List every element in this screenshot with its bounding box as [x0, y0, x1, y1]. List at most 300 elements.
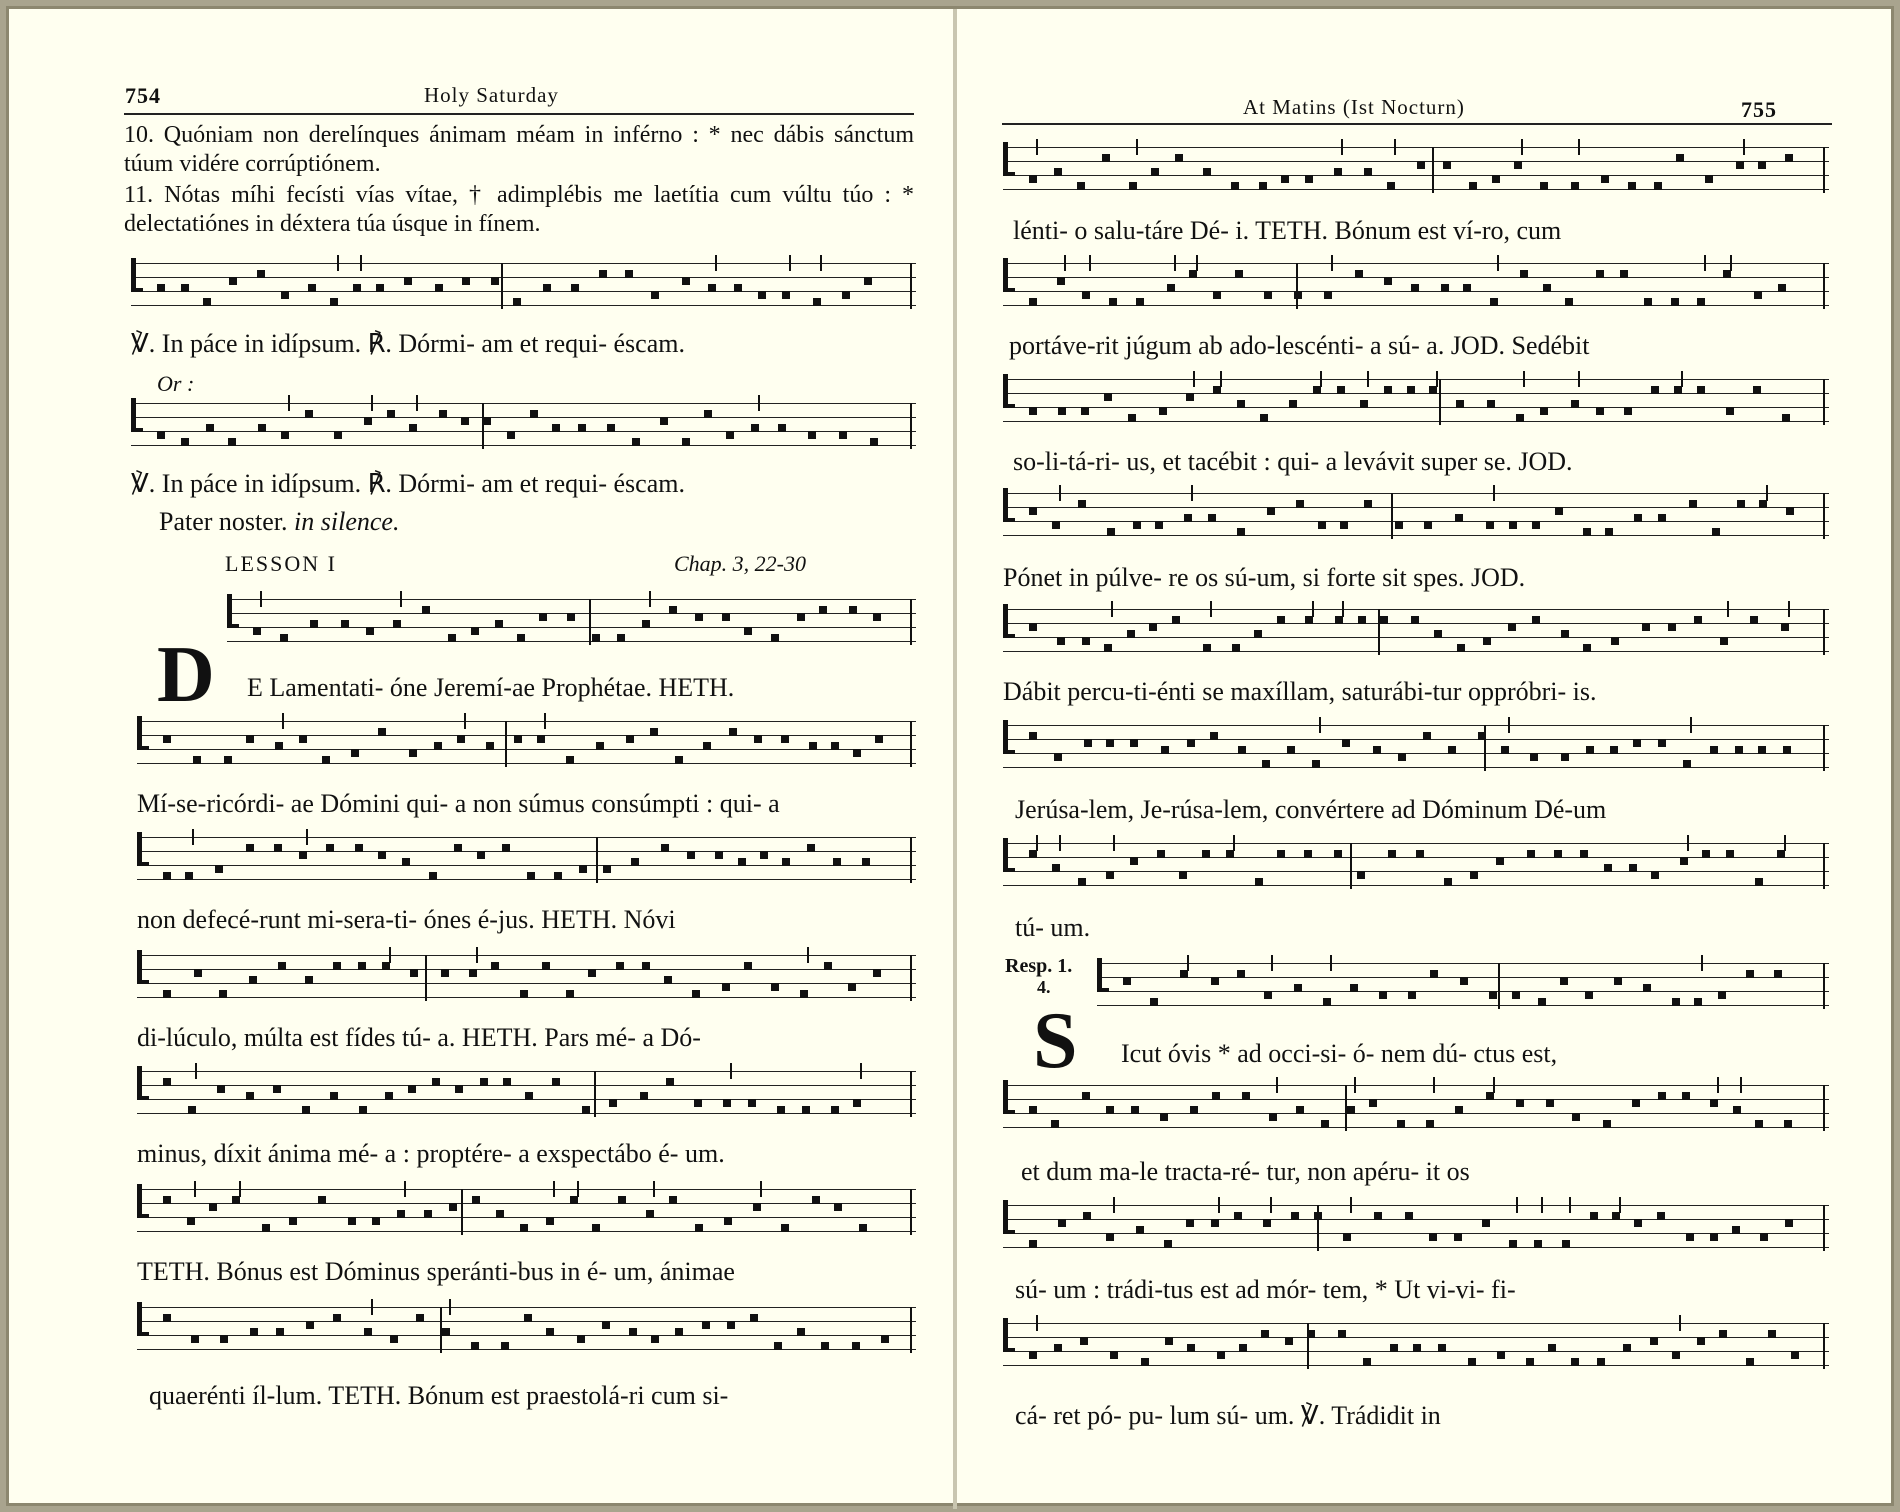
neume-note — [1470, 871, 1478, 879]
neume-note — [454, 844, 462, 852]
neume-note — [760, 851, 768, 859]
neume-note — [1106, 1233, 1114, 1241]
ictus-mark — [1341, 139, 1343, 155]
staff-line — [1003, 871, 1829, 872]
neume-note — [1029, 850, 1037, 858]
neume-note — [273, 1085, 281, 1093]
neume-note — [629, 1328, 637, 1336]
neume-note — [1106, 871, 1114, 879]
neume-note — [1457, 644, 1465, 652]
neume-note — [1778, 284, 1786, 292]
neume-note — [1784, 1120, 1792, 1128]
neume-note — [1051, 1120, 1059, 1128]
bar-line — [482, 403, 484, 449]
neume-note — [566, 756, 574, 764]
chant-staff — [137, 955, 916, 1001]
staff-line — [1003, 393, 1829, 394]
neume-note — [1571, 1358, 1579, 1366]
neume-note — [1516, 414, 1524, 422]
neume-note — [517, 634, 525, 642]
neume-note — [539, 613, 547, 621]
neume-note — [1395, 521, 1403, 529]
neume-note — [1029, 298, 1037, 306]
ictus-mark — [544, 713, 546, 729]
neume-note — [1719, 1330, 1727, 1338]
neume-note — [1726, 850, 1734, 858]
neume-note — [1455, 514, 1463, 522]
neume-note — [1674, 386, 1682, 394]
neume-note — [366, 627, 374, 635]
neume-note — [1189, 270, 1197, 278]
neume-note — [1237, 400, 1245, 408]
ictus-mark — [1331, 255, 1333, 271]
neume-note — [1658, 1092, 1666, 1100]
staff-line — [1003, 421, 1829, 422]
ictus-mark — [1233, 835, 1235, 851]
bar-line — [1350, 843, 1352, 889]
neume-note — [209, 1203, 217, 1211]
neume-note — [299, 735, 307, 743]
neume-note — [1167, 284, 1175, 292]
staff-line — [1097, 1005, 1829, 1006]
neume-note — [726, 431, 734, 439]
staff-line — [131, 291, 916, 292]
neume-note — [1429, 386, 1437, 394]
neume-note — [409, 749, 417, 757]
neume-note — [567, 613, 575, 621]
ictus-mark — [820, 255, 822, 271]
chant-staff — [1003, 609, 1829, 655]
neume-note — [302, 1106, 310, 1114]
neume-note — [1384, 277, 1392, 285]
chant-staff — [1003, 1323, 1829, 1369]
chant-lyric: E Lamentati- óne Jeremí-ae Prophétae. HETH. — [247, 673, 735, 702]
neume-note — [358, 962, 366, 970]
neume-note — [334, 431, 342, 439]
neume-note — [708, 284, 716, 292]
neume-note — [461, 417, 469, 425]
ictus-mark — [1681, 371, 1683, 387]
neume-note — [1694, 998, 1702, 1006]
neume-note — [163, 1078, 171, 1086]
neume-note — [1335, 616, 1343, 624]
neume-note — [651, 291, 659, 299]
neume-note — [1486, 521, 1494, 529]
neume-note — [477, 851, 485, 859]
neume-note — [1029, 1106, 1037, 1114]
neume-note — [203, 298, 211, 306]
neume-note — [834, 1203, 842, 1211]
neume-note — [1534, 1240, 1542, 1248]
ictus-mark — [1319, 717, 1321, 733]
neume-note — [1538, 998, 1546, 1006]
ictus-mark — [371, 1299, 373, 1315]
neume-note — [873, 969, 881, 977]
bar-line — [910, 263, 912, 309]
neume-note — [753, 1203, 761, 1211]
neume-note — [1082, 637, 1090, 645]
neume-note — [448, 634, 456, 642]
neume-note — [842, 291, 850, 299]
staff-line — [1003, 1127, 1829, 1128]
neume-note — [1601, 175, 1609, 183]
neume-note — [592, 1224, 600, 1232]
neume-note — [246, 844, 254, 852]
bar-line — [425, 955, 427, 1001]
chant-staff — [131, 403, 916, 449]
neume-note — [661, 844, 669, 852]
ictus-mark — [1113, 1197, 1115, 1213]
neume-note — [185, 872, 193, 880]
neume-note — [262, 1224, 270, 1232]
neume-note — [1390, 1344, 1398, 1352]
lesson-reference: Chap. 3, 22-30 — [674, 551, 806, 576]
neume-note — [582, 1106, 590, 1114]
bar-line — [1823, 725, 1825, 771]
neume-note — [1104, 644, 1112, 652]
neume-note — [1239, 1344, 1247, 1352]
ictus-mark — [1493, 485, 1495, 501]
ictus-mark — [553, 1181, 555, 1197]
neume-note — [1102, 154, 1110, 162]
neume-note — [1562, 1240, 1570, 1248]
bar-line — [594, 1071, 596, 1117]
neume-note — [1423, 732, 1431, 740]
neume-note — [1083, 1212, 1091, 1220]
neume-note — [1384, 386, 1392, 394]
staff-line — [137, 1189, 916, 1190]
neume-note — [1596, 407, 1604, 415]
neume-note — [1671, 298, 1679, 306]
chant-lyric: Dábit percu-ti-énti se maxíllam, saturábi-tur oppróbri- is. — [1003, 677, 1597, 706]
chant-staff — [137, 1189, 916, 1235]
neume-note — [702, 1321, 710, 1329]
neume-note — [1540, 407, 1548, 415]
neume-note — [246, 1092, 254, 1100]
neume-note — [163, 990, 171, 998]
neume-note — [1294, 291, 1302, 299]
staff-line — [137, 1217, 916, 1218]
neume-note — [1642, 623, 1650, 631]
neume-note — [1324, 291, 1332, 299]
staff-line — [227, 627, 916, 628]
left-running-title: Holy Saturday — [424, 83, 559, 107]
neume-note — [429, 872, 437, 880]
neume-note — [631, 858, 639, 866]
neume-note — [217, 1085, 225, 1093]
neume-note — [1516, 1099, 1524, 1107]
clef-icon — [137, 950, 149, 984]
neume-note — [1676, 154, 1684, 162]
neume-note — [704, 410, 712, 418]
neume-note — [1434, 630, 1442, 638]
neume-note — [1078, 878, 1086, 886]
neume-note — [1408, 991, 1416, 999]
staff-line — [137, 763, 916, 764]
neume-note — [1634, 1219, 1642, 1227]
neume-note — [1530, 753, 1538, 761]
chant-lyric: portáve-rit júgum ab ado-lescénti- a sú- a. JOD. Sedébit — [1009, 331, 1590, 360]
neume-note — [1054, 1344, 1062, 1352]
neume-note — [748, 1099, 756, 1107]
neume-note — [571, 284, 579, 292]
neume-note — [821, 1342, 829, 1350]
neume-note — [181, 284, 189, 292]
chant-lyric: minus, díxit ánima mé- a : proptére- a exspectábo é- um. — [137, 1139, 725, 1168]
neume-note — [457, 735, 465, 743]
neume-note — [1754, 291, 1762, 299]
neume-note — [1469, 182, 1477, 190]
ictus-mark — [649, 591, 651, 607]
neume-note — [1029, 407, 1037, 415]
verse-11: 11. Nótas míhi fecísti vías vítae, † adimplébis me laetítia cum vúltu túo : * delectatiónes in déxtera túa úsque in fínem. — [124, 182, 914, 237]
neume-note — [1355, 270, 1363, 278]
neume-note — [1203, 644, 1211, 652]
ictus-mark — [1690, 717, 1692, 733]
staff-line — [131, 445, 916, 446]
neume-note — [1141, 1358, 1149, 1366]
neume-note — [376, 284, 384, 292]
neume-note — [1509, 521, 1517, 529]
neume-note — [326, 844, 334, 852]
neume-note — [1603, 1120, 1611, 1128]
ictus-mark — [1064, 255, 1066, 271]
neume-note — [1157, 850, 1165, 858]
neume-note — [1554, 850, 1562, 858]
neume-note — [1264, 991, 1272, 999]
neume-note — [1672, 998, 1680, 1006]
neume-note — [1736, 161, 1744, 169]
neume-note — [1232, 644, 1240, 652]
or-label: Or : — [157, 371, 195, 396]
chant-lyric: sú- um : trádi-tus est ad mór- tem, * Ut vi-vi- fi- — [1015, 1275, 1516, 1304]
neume-note — [1614, 977, 1622, 985]
bar-line — [910, 721, 912, 767]
staff-line — [1003, 277, 1829, 278]
staff-line — [1003, 493, 1829, 494]
neume-note — [1281, 175, 1289, 183]
neume-note — [1430, 970, 1438, 978]
neume-note — [734, 284, 742, 292]
ictus-mark — [194, 1181, 196, 1197]
neume-note — [530, 410, 538, 418]
neume-note — [305, 410, 313, 418]
neume-note — [397, 1210, 405, 1218]
neume-note — [1159, 407, 1167, 415]
neume-note — [1277, 616, 1285, 624]
neume-note — [833, 858, 841, 866]
neume-note — [1296, 1106, 1304, 1114]
neume-note — [449, 1203, 457, 1211]
neume-note — [566, 990, 574, 998]
staff-line — [1003, 1205, 1829, 1206]
neume-note — [163, 1196, 171, 1204]
bar-line — [910, 403, 912, 449]
neume-note — [462, 277, 470, 285]
neume-note — [723, 1099, 731, 1107]
neume-note — [1532, 521, 1540, 529]
chant-staff — [1097, 963, 1829, 1009]
neume-note — [219, 990, 227, 998]
neume-note — [546, 1217, 554, 1225]
neume-note — [1454, 1233, 1462, 1241]
neume-note — [1161, 746, 1169, 754]
clef-icon — [1003, 142, 1015, 176]
neume-note — [187, 1217, 195, 1225]
neume-note — [1694, 616, 1702, 624]
neume-note — [729, 728, 737, 736]
neume-note — [409, 424, 417, 432]
neume-note — [1411, 616, 1419, 624]
neume-note — [1379, 991, 1387, 999]
ictus-mark — [653, 1181, 655, 1197]
neume-note — [1312, 760, 1320, 768]
neume-note — [1210, 732, 1218, 740]
neume-note — [191, 1335, 199, 1343]
neume-note — [774, 1342, 782, 1350]
neume-note — [1726, 407, 1734, 415]
neume-note — [502, 844, 510, 852]
neume-note — [1441, 284, 1449, 292]
ictus-mark — [404, 1181, 406, 1197]
neume-note — [364, 417, 372, 425]
staff-line — [137, 721, 916, 722]
neume-note — [1438, 1344, 1446, 1352]
neume-note — [1407, 386, 1415, 394]
ictus-mark — [282, 713, 284, 729]
neume-note — [1710, 1099, 1718, 1107]
ictus-mark — [1578, 371, 1580, 387]
ictus-mark — [1730, 255, 1732, 271]
staff-line — [1003, 1099, 1829, 1100]
staff-line — [137, 837, 916, 838]
staff-line — [1003, 189, 1829, 190]
neume-note — [525, 1092, 533, 1100]
bar-line — [1823, 963, 1825, 1009]
ictus-mark — [1089, 255, 1091, 271]
neume-note — [692, 990, 700, 998]
neume-note — [715, 851, 723, 859]
neume-note — [1774, 970, 1782, 978]
clef-icon — [131, 258, 143, 292]
neume-note — [1781, 623, 1789, 631]
neume-note — [599, 270, 607, 278]
neume-note — [1305, 616, 1313, 624]
ictus-mark — [306, 829, 308, 845]
neume-note — [278, 962, 286, 970]
clef-icon — [1003, 488, 1015, 522]
neume-note — [501, 1342, 509, 1350]
neume-note — [1129, 182, 1137, 190]
neume-note — [1512, 991, 1520, 999]
ictus-mark — [1196, 255, 1198, 271]
staff-line — [137, 1349, 916, 1350]
neume-note — [1277, 850, 1285, 858]
neume-note — [1374, 1212, 1382, 1220]
neume-note — [1712, 528, 1720, 536]
neume-note — [1611, 637, 1619, 645]
neume-note — [1080, 1337, 1088, 1345]
neume-note — [1128, 414, 1136, 422]
neume-note — [1732, 1226, 1740, 1234]
neume-note — [503, 1078, 511, 1086]
neume-note — [1373, 746, 1381, 754]
neume-note — [1586, 746, 1594, 754]
neume-note — [1416, 850, 1424, 858]
chant-lyric: Jerúsa-lem, Je-rúsa-lem, convértere ad Dóminum Dé-um — [1015, 795, 1607, 824]
header-rule — [1002, 123, 1832, 125]
chant-lyric: so-li-tá-ri- us, et tacébit : qui- a levávit super se. JOD. — [1013, 447, 1573, 476]
staff-line — [137, 955, 916, 956]
neume-note — [1644, 298, 1652, 306]
neume-note — [1532, 616, 1540, 624]
ictus-mark — [577, 1181, 579, 1197]
neume-note — [727, 1321, 735, 1329]
neume-note — [491, 277, 499, 285]
neume-note — [1294, 984, 1302, 992]
neume-note — [1259, 182, 1267, 190]
bar-line — [1823, 147, 1825, 193]
neume-note — [603, 865, 611, 873]
neume-note — [224, 756, 232, 764]
neume-note — [1267, 507, 1275, 515]
bar-line — [461, 1189, 463, 1235]
neume-note — [310, 620, 318, 628]
neume-note — [546, 1328, 554, 1336]
clef-icon — [1003, 838, 1015, 872]
neume-note — [1058, 407, 1066, 415]
neume-note — [471, 1342, 479, 1350]
neume-note — [382, 962, 390, 970]
neume-note — [1753, 386, 1761, 394]
ictus-mark — [1433, 1077, 1435, 1093]
neume-note — [281, 431, 289, 439]
bar-line — [1823, 263, 1825, 309]
neume-note — [666, 1078, 674, 1086]
neume-note — [163, 1314, 171, 1322]
neume-note — [355, 844, 363, 852]
neume-note — [1777, 850, 1785, 858]
neume-note — [616, 962, 624, 970]
neume-note — [1057, 277, 1065, 285]
staff-line — [1003, 521, 1829, 522]
neume-note — [1605, 528, 1613, 536]
neume-note — [1084, 739, 1092, 747]
ictus-mark — [1619, 1197, 1621, 1213]
lesson-title: LESSON I — [225, 551, 337, 576]
neume-note — [1560, 977, 1568, 985]
staff-line — [1003, 147, 1829, 148]
staff-line — [1003, 739, 1829, 740]
neume-note — [1597, 1358, 1605, 1366]
clef-icon — [1003, 604, 1015, 638]
neume-note — [299, 851, 307, 859]
neume-note — [1304, 850, 1312, 858]
chant-staff — [137, 1071, 916, 1117]
neume-note — [870, 438, 878, 446]
neume-note — [330, 298, 338, 306]
staff-line — [131, 431, 916, 432]
bar-line — [596, 837, 598, 883]
neume-note — [1321, 1120, 1329, 1128]
staff-line — [131, 417, 916, 418]
neume-note — [1651, 871, 1659, 879]
neume-note — [1783, 746, 1791, 754]
neume-note — [881, 1335, 889, 1343]
neume-note — [1149, 623, 1157, 631]
neume-note — [1242, 1092, 1250, 1100]
neume-note — [1237, 528, 1245, 536]
